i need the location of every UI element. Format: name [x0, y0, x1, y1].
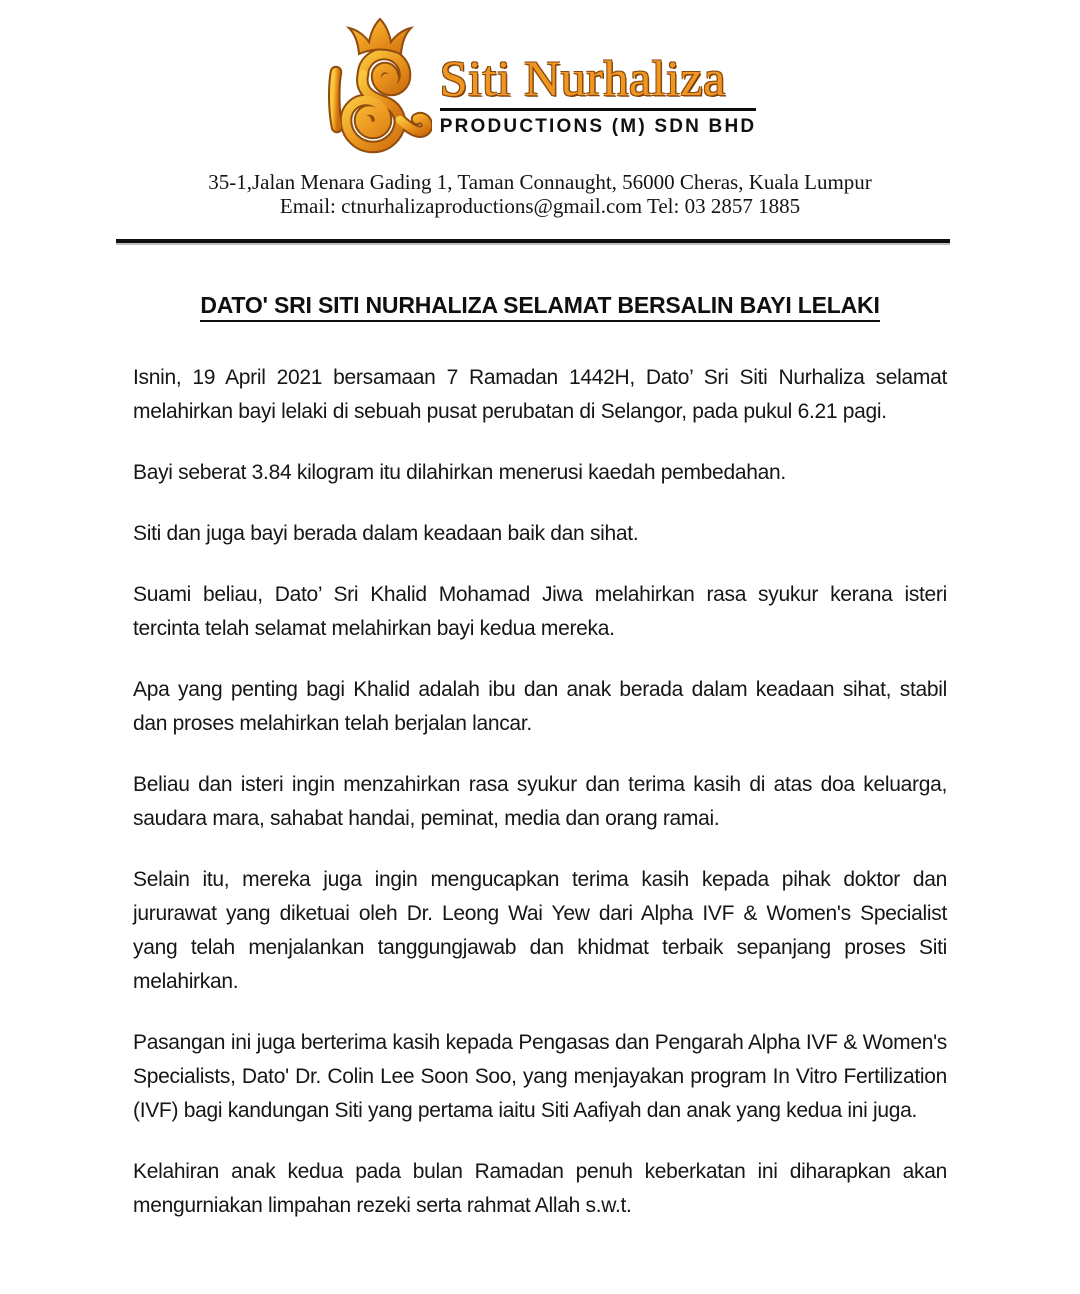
paragraph: Selain itu, mereka juga ingin mengucapkan terima kasih kepada pihak doktor dan jururawat yang diketuai oleh Dr. Leong Wai Yew dari Alpha IVF & Women's Specialist yang telah menjalankan tanggungjawab dan khidmat terbaik sepanjang proses Siti melahirkan. [133, 868, 947, 993]
logo-text-block [440, 52, 757, 138]
paragraph: Isnin, 19 April 2021 bersamaan 7 Ramadan 1442H, Dato’ Sri Siti Nurhaliza selamat melahirkan bayi lelaki di sebuah pusat perubatan di Selangor, pada pukul 6.21 pagi. [133, 366, 947, 423]
paragraph: Apa yang penting bagi Khalid adalah ibu dan anak berada dalam keadaan sihat, stabil dan proses melahirkan telah berjalan lancar. [133, 678, 947, 735]
crown-icon [349, 19, 411, 54]
header-divider [116, 239, 950, 243]
logo-wordmark: Siti Nurhaliza [439, 50, 726, 106]
paragraph: Kelahiran anak kedua pada bulan Ramadan penuh keberkatan ini diharapkan akan mengurniakan limpahan rezeki serta rahmat Allah s.w.t. [133, 1160, 947, 1217]
document-body [133, 361, 947, 1223]
paragraph: Suami beliau, Dato’ Sri Khalid Mohamad Jiwa melahirkan rasa syukur kerana isteri tercinta telah selamat melahirkan bayi kedua mereka. [133, 583, 947, 640]
address-line-2: Email: ctnurhalizaproductions@gmail.com Tel: 03 2857 1885 [279, 194, 801, 218]
paragraph: Beliau dan isteri ingin menzahirkan rasa syukur dan terima kasih di atas doa keluarga, saudara mara, sahabat handai, peminat, media dan orang ramai. [133, 773, 947, 830]
paragraph: Pasangan ini juga berterima kasih kepada Pengasas dan Pengarah Alpha IVF & Women's Specialists, Dato' Dr. Colin Lee Soon Soo, yang menjayakan program In Vitro Fertilization (IVF) bagi kandungan Siti yang pertama iaitu Siti Aafiyah dan anak yang kedua ini juga. [133, 1031, 947, 1122]
paragraph: Siti dan juga bayi berada dalam keadaan baik dan sihat. [133, 522, 639, 545]
document-title: DATO' SRI SITI NURHALIZA SELAMAT BERSALIN BAYI LELAKI [0, 292, 1080, 319]
address-line-1: 35-1,Jalan Menara Gading 1, Taman Connaught, 56000 Cheras, Kuala Lumpur [208, 170, 872, 194]
paragraph: Bayi seberat 3.84 kilogram itu dilahirkan menerusi kaedah pembedahan. [133, 461, 786, 484]
letterhead-address [0, 170, 1080, 218]
s-monogram-icon [324, 14, 432, 154]
letterhead-logo [0, 0, 1080, 154]
logo-subtitle: PRODUCTIONS (M) SDN BHD [440, 108, 757, 138]
